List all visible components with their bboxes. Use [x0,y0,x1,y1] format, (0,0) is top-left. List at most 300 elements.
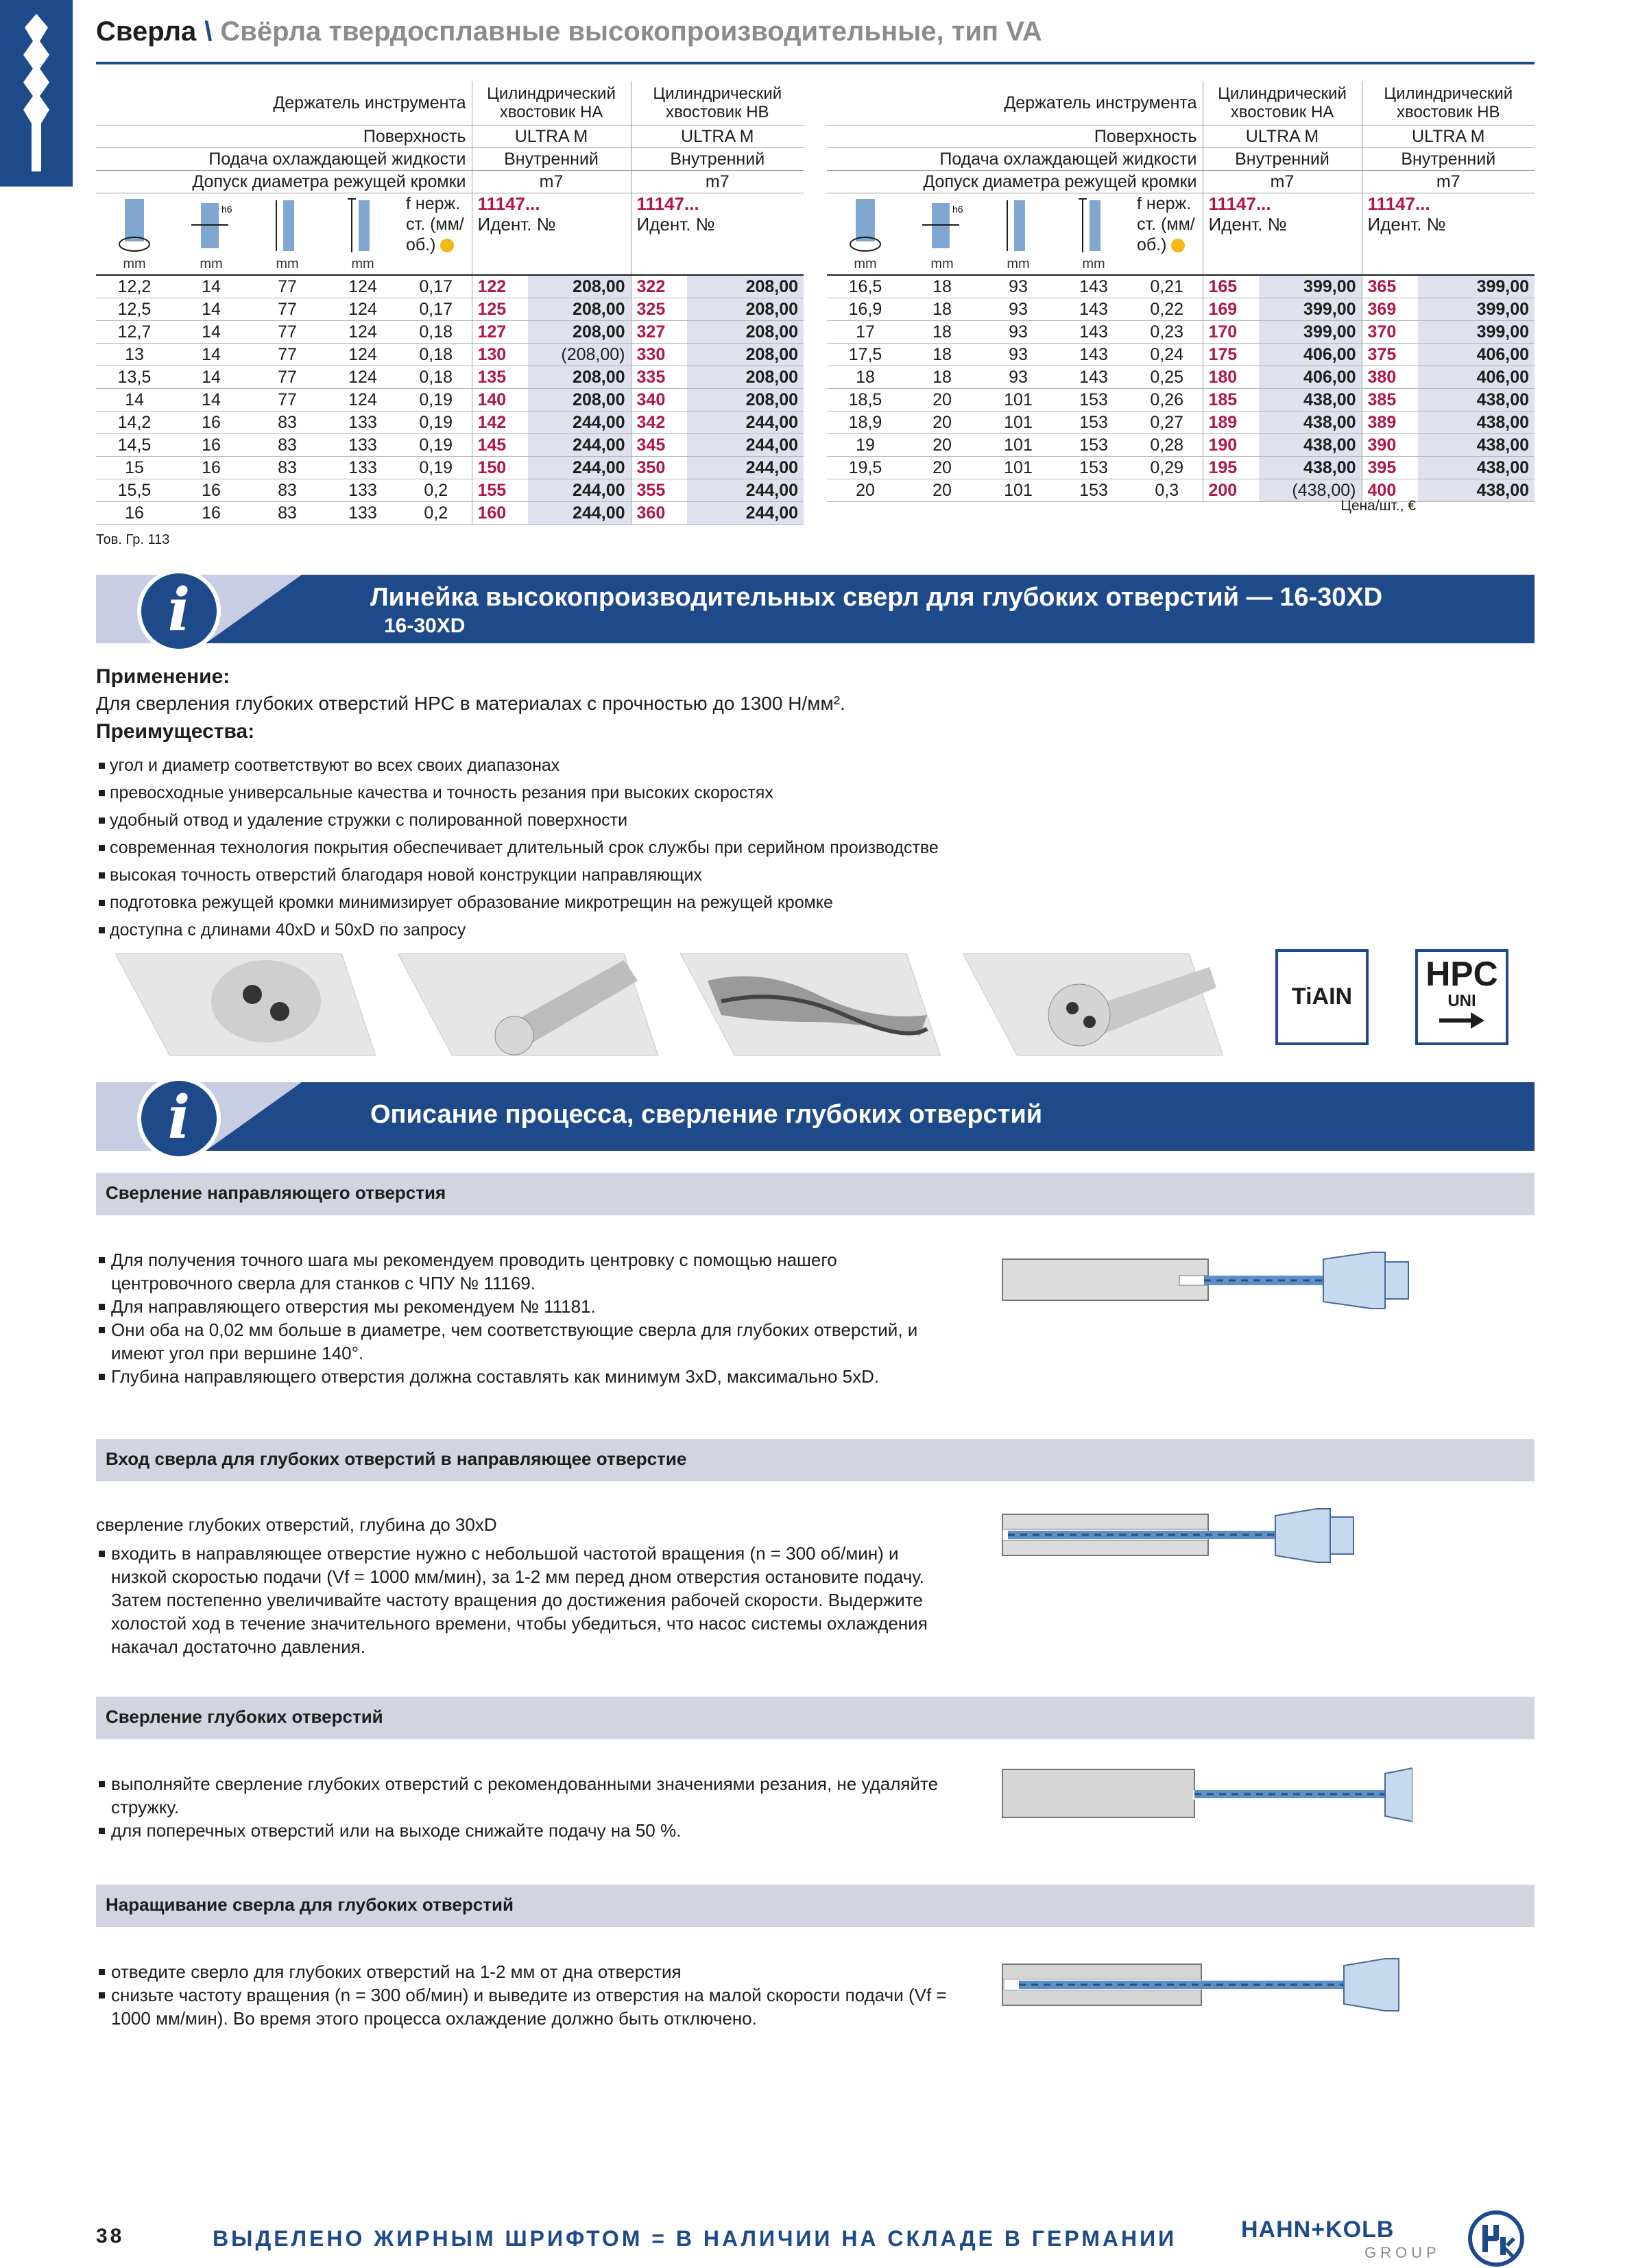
id-ha-cell: 180 [1203,366,1259,389]
diameter-column-icon: mm [96,193,173,276]
svg-text:h6: h6 [221,204,232,215]
feed-cell: 0,24 [1131,344,1203,366]
total-length-cell: 133 [325,434,400,457]
product-image-tip-top [963,953,1223,1056]
step-bar-retract: Наращивание сверла для глубоких отверстий [96,1885,1535,1927]
table-row [96,502,804,525]
price-hb-cell: 208,00 [687,389,804,411]
feed-cell: 0,28 [1131,434,1203,457]
tolerance-label: Допуск диаметра режущей кромки [96,171,472,193]
product-image-tip-angle [398,953,658,1056]
diameter-cell: 14,2 [96,411,173,434]
diameter-cell: 15 [96,457,173,479]
table-row [96,411,804,434]
shank-cell: 20 [904,479,981,502]
flute-length-cell: 93 [981,366,1056,389]
id-ha-cell: 127 [472,321,528,344]
shank-cell: 16 [173,411,250,434]
feed-cell: 0,3 [1131,479,1203,502]
brand-logo-group: GROUP [1364,2244,1441,2261]
shank-cell: 16 [173,479,250,502]
info-icon: i [137,569,221,653]
diameter-cell: 12,7 [96,321,173,344]
id-hb-cell: 395 [1362,457,1418,479]
price-hb-cell: 438,00 [1418,479,1535,502]
step-bar-pilot-hole: Сверление направляющего отверстия [96,1173,1535,1215]
shank-cell: 20 [904,389,981,411]
id-hb-cell: 389 [1362,411,1418,434]
price-hb-cell: 208,00 [687,366,804,389]
retract-illustration [1001,1948,1412,2023]
shank-diameter-icon: h6 mm [904,193,981,276]
feed-cell: 0,27 [1131,411,1203,434]
deep-drilling-illustration [1001,1756,1412,1831]
price-ha-cell: 438,00 [1259,411,1362,434]
price-ha-cell: 399,00 [1259,298,1362,321]
entry-illustration [1001,1501,1412,1576]
surface-label: Поверхность [827,126,1203,148]
table-row [827,479,1535,502]
table-row [96,321,804,344]
id-ha-cell: 200 [1203,479,1259,502]
stock-legend: ВЫДЕЛЕНО ЖИРНЫМ ШРИФТОМ = В НАЛИЧИИ НА СКЛАДЕ В ГЕРМАНИИ [213,2226,1177,2251]
table-row [96,344,804,366]
application-heading: Применение: [96,665,230,688]
total-length-cell: 153 [1056,434,1131,457]
id-hb-cell: 375 [1362,344,1418,366]
shank-cell: 14 [173,344,250,366]
id-ha-cell: 189 [1203,411,1259,434]
pilot-hole-illustration [1001,1245,1412,1321]
price-hb-cell: 406,00 [1418,344,1535,366]
flute-length-cell: 83 [250,411,325,434]
diameter-cell: 18 [827,366,904,389]
title-subtitle: Свёрла твердосплавные высокопроизводительные, тип VA [220,16,1042,47]
id-ha-cell: 190 [1203,434,1259,457]
flute-length-cell: 77 [250,298,325,321]
id-header-ha: 11147... Идент. № [1203,193,1362,276]
id-ha-cell: 165 [1203,275,1259,298]
feed-cell: 0,18 [400,321,472,344]
id-hb-cell: 390 [1362,434,1418,457]
id-ha-cell: 169 [1203,298,1259,321]
step-list-retract [96,1960,953,2030]
hpc-label: HPC [1426,955,1498,993]
page-number: 38 [96,2225,125,2247]
id-hb-cell: 330 [631,344,687,366]
id-header-hb: 11147... Идент. № [631,193,804,276]
feed-cell: 0,29 [1131,457,1203,479]
price-hb-cell: 208,00 [687,298,804,321]
total-length-cell: 124 [325,298,400,321]
price-hb-cell: 244,00 [687,434,804,457]
flute-length-cell: 93 [981,298,1056,321]
price-ha-cell: 244,00 [528,434,631,457]
price-unit-note: Цена/шт., € [1340,498,1416,514]
id-ha-cell: 150 [472,457,528,479]
table-row [96,389,804,411]
shank-cell: 14 [173,275,250,298]
price-ha-cell: 208,00 [528,298,631,321]
diameter-cell: 19,5 [827,457,904,479]
id-hb-cell: 345 [631,434,687,457]
id-hb-cell: 335 [631,366,687,389]
step-lead-entry: сверление глубоких отверстий, глубина до 30xD [96,1514,497,1535]
surface-hb: ULTRA M [631,126,804,148]
diameter-cell: 12,5 [96,298,173,321]
step-list-entry [96,1542,953,1658]
id-ha-cell: 145 [472,434,528,457]
feed-cell: 0,17 [400,275,472,298]
total-length-cell: 124 [325,389,400,411]
arrow-right-icon [1438,1012,1486,1029]
info-icon: i [137,1077,221,1160]
table-row [827,321,1535,344]
diameter-cell: 18,9 [827,411,904,434]
diameter-cell: 18,5 [827,389,904,411]
surface-ha: ULTRA M [1203,126,1362,148]
price-ha-cell: 438,00 [1259,457,1362,479]
surface-hb: ULTRA M [1362,126,1535,148]
side-tab [0,0,73,187]
id-ha-cell: 155 [472,479,528,502]
holder-label: Держатель инструмента [96,81,472,126]
flute-length-cell: 101 [981,479,1056,502]
tolerance-row [96,171,804,193]
price-ha-cell: 208,00 [528,389,631,411]
feed-cell: 0,22 [1131,298,1203,321]
diameter-cell: 16,9 [827,298,904,321]
id-ha-cell: 140 [472,389,528,411]
tolerance-label: Допуск диаметра режущей кромки [827,171,1203,193]
total-length-cell: 153 [1056,457,1131,479]
holder-label: Держатель инструмента [827,81,1203,126]
price-ha-cell: 399,00 [1259,321,1362,344]
advantage-item: подготовка режущей кромки минимизирует образование микротрещин на режущей кромке [96,889,939,916]
tolerance-ha: m7 [1203,171,1362,193]
shank-cell: 18 [904,344,981,366]
id-hb-cell: 340 [631,389,687,411]
advantage-item: удобный отвод и удаление стружки с полированной поверхности [96,807,939,834]
feed-cell: 0,19 [400,434,472,457]
coolant-row [827,148,1535,171]
id-ha-cell: 130 [472,344,528,366]
product-group-note: Тов. Гр. 113 [96,532,170,547]
table-row [827,275,1535,298]
total-length-cell: 143 [1056,275,1131,298]
advantage-item: доступна с длинами 40xD и 50xD по запросу [96,916,939,944]
info-banner-deep-hole [96,575,1535,643]
diameter-cell: 14 [96,389,173,411]
id-hb-cell: 360 [631,502,687,525]
total-length-cell: 124 [325,321,400,344]
step-item: входить в направляющее отверстие нужно с небольшой частотой вращения (n = 300 об/мин) и низкой скоростью подачи (Vf = 1000 мм/мин), за 1-2 мм перед дном отверстия остановите подачу. Затем постепенно увеличивайте частоту вращения до достижения рабочей скорости. Выдержите холостой ход в течение значительного времени, чтобы убедиться, что насос системы охлаждения накачал достаточно давления. [96,1542,953,1658]
advantage-item: современная технология покрытия обеспечивает длительный срок службы при серийном производстве [96,834,939,861]
flute-length-cell: 101 [981,411,1056,434]
table-row [827,434,1535,457]
holder-row [827,81,1535,126]
table-row [827,411,1535,434]
id-header-hb: 11147... Идент. № [1362,193,1535,276]
id-ha-cell: 142 [472,411,528,434]
table-row [827,389,1535,411]
surface-row [827,126,1535,148]
price-hb-cell: 438,00 [1418,434,1535,457]
coating-badge [1275,949,1369,1045]
feed-cell: 0,2 [400,502,472,525]
step-item: выполняйте сверление глубоких отверстий с рекомендованными значениями резания, не удаляйте стружку. [96,1772,953,1819]
shank-cell: 14 [173,298,250,321]
step-list-pilot-hole [96,1248,953,1388]
table-row [96,366,804,389]
total-length-cell: 124 [325,344,400,366]
brand-logo-text: HAHN+KOLB [1241,2217,1395,2243]
id-hb-cell: 369 [1362,298,1418,321]
price-ha-cell: 208,00 [528,321,631,344]
feed-cell: 0,23 [1131,321,1203,344]
price-hb-cell: 244,00 [687,457,804,479]
feed-cell: 0,19 [400,457,472,479]
application-text: Для сверления глубоких отверстий HPC в материалах с прочностью до 1300 Н/мм². [96,693,845,714]
price-ha-cell: 208,00 [528,275,631,298]
diameter-cell: 17,5 [827,344,904,366]
step-item: Глубина направляющего отверстия должна составлять как минимум 3xD, максимально 5xD. [96,1365,953,1388]
coolant-hb: Внутренний [1362,148,1535,171]
table-body-right [827,275,1535,502]
icon-row [827,193,1535,276]
diameter-cell: 12,2 [96,275,173,298]
feed-cell: 0,18 [400,344,472,366]
flute-length-cell: 77 [250,344,325,366]
price-ha-cell: 244,00 [528,502,631,525]
price-hb-cell: 399,00 [1418,321,1535,344]
uni-label: UNI [1447,992,1476,1010]
total-length-cell: 133 [325,457,400,479]
holder-ha: Цилиндрический хвостовик HA [472,81,631,126]
total-length-cell: 143 [1056,366,1131,389]
diameter-column-icon: mm [827,193,904,276]
id-ha-cell: 195 [1203,457,1259,479]
price-ha-cell: 438,00 [1259,389,1362,411]
coolant-label: Подача охлаждающей жидкости [827,148,1203,171]
flute-length-cell: 93 [981,275,1056,298]
banner-title: Линейка высокопроизводительных сверл для глубоких отверстий — 16-30XD [370,583,1383,612]
shank-cell: 18 [904,275,981,298]
flute-length-cell: 83 [250,502,325,525]
total-length-icon: mm [1056,193,1131,276]
price-ha-cell: 244,00 [528,479,631,502]
price-hb-cell: 208,00 [687,321,804,344]
brand-logo-emblem [1467,2210,1525,2267]
price-hb-cell: 399,00 [1418,275,1535,298]
coolant-hb: Внутренний [631,148,804,171]
diameter-cell: 19 [827,434,904,457]
tolerance-hb: m7 [1362,171,1535,193]
price-hb-cell: 406,00 [1418,366,1535,389]
price-ha-cell: 406,00 [1259,366,1362,389]
hpc-badge [1415,949,1508,1045]
shank-cell: 18 [904,366,981,389]
material-dot-icon [1171,239,1185,252]
total-length-cell: 133 [325,479,400,502]
price-hb-cell: 438,00 [1418,457,1535,479]
feed-cell: 0,25 [1131,366,1203,389]
holder-hb: Цилиндрический хвостовик HB [631,81,804,126]
surface-row [96,126,804,148]
feed-cell: 0,19 [400,389,472,411]
total-length-cell: 143 [1056,321,1131,344]
banner-subtitle: 16-30XD [384,614,466,637]
title-separator: \ [204,16,213,47]
feed-cell: 0,18 [400,366,472,389]
total-length-cell: 153 [1056,389,1131,411]
spec-table-left [96,81,804,525]
flute-length-cell: 93 [981,321,1056,344]
table-body-left [96,275,804,525]
id-hb-cell: 380 [1362,366,1418,389]
table-row [827,366,1535,389]
feed-cell: 0,17 [400,298,472,321]
feed-cell: 0,26 [1131,389,1203,411]
price-ha-cell: 399,00 [1259,275,1362,298]
shank-cell: 14 [173,366,250,389]
table-row [827,344,1535,366]
coolant-ha: Внутренний [1203,148,1362,171]
table-row [96,434,804,457]
flute-length-icon: mm [250,193,325,276]
shank-cell: 16 [173,434,250,457]
surface-label: Поверхность [96,126,472,148]
price-hb-cell: 244,00 [687,411,804,434]
id-hb-cell: 385 [1362,389,1418,411]
flute-length-cell: 83 [250,457,325,479]
flute-length-cell: 77 [250,389,325,411]
flute-length-cell: 101 [981,457,1056,479]
page-title [96,16,1042,47]
flute-length-cell: 101 [981,389,1056,411]
feed-cell: 0,21 [1131,275,1203,298]
price-ha-cell: 244,00 [528,411,631,434]
price-hb-cell: 244,00 [687,479,804,502]
table-row [96,275,804,298]
price-hb-cell: 208,00 [687,275,804,298]
advantage-item: высокая точность отверстий благодаря новой конструкции направляющих [96,861,939,889]
id-hb-cell: 400 [1362,479,1418,502]
total-length-cell: 143 [1056,298,1131,321]
total-length-cell: 133 [325,411,400,434]
material-dot-icon [440,239,454,252]
step-list-deep-drilling [96,1772,953,1842]
total-length-cell: 124 [325,366,400,389]
spec-table-right [827,81,1535,502]
diameter-cell: 15,5 [96,479,173,502]
advantages-list [96,752,939,944]
id-hb-cell: 370 [1362,321,1418,344]
table-row [96,457,804,479]
flute-length-cell: 83 [250,434,325,457]
flute-length-cell: 77 [250,366,325,389]
step-item: снизьте частоту вращения (n = 300 об/мин) и выведите из отверстия на малой скорости подачи (Vf = 1000 мм/мин). Во время этого процесса охлаждение должно быть отключено. [96,1983,953,2030]
holder-hb: Цилиндрический хвостовик HB [1362,81,1535,126]
id-hb-cell: 327 [631,321,687,344]
table-row [827,298,1535,321]
id-hb-cell: 365 [1362,275,1418,298]
step-item: для поперечных отверстий или на выходе снижайте подачу на 50 %. [96,1819,953,1842]
info-banner-process [96,1082,1535,1151]
diameter-cell: 16 [96,502,173,525]
shank-cell: 20 [904,434,981,457]
total-length-cell: 153 [1056,479,1131,502]
product-image-flute [680,953,941,1056]
diameter-cell: 20 [827,479,904,502]
total-length-cell: 124 [325,275,400,298]
drill-icon [0,0,73,187]
id-hb-cell: 350 [631,457,687,479]
feed-header: f нерж. ст. (мм/ об.) [1131,193,1203,276]
id-ha-cell: 185 [1203,389,1259,411]
price-hb-cell: 244,00 [687,502,804,525]
id-hb-cell: 325 [631,298,687,321]
coolant-row [96,148,804,171]
total-length-cell: 133 [325,502,400,525]
shank-cell: 18 [904,298,981,321]
id-ha-cell: 160 [472,502,528,525]
price-ha-cell: (208,00) [528,344,631,366]
banner-title: Описание процесса, сверление глубоких отверстий [370,1100,1043,1129]
price-ha-cell: (438,00) [1259,479,1362,502]
diameter-cell: 13,5 [96,366,173,389]
advantage-item: превосходные универсальные качества и точность резания при высоких скоростях [96,779,939,807]
price-hb-cell: 208,00 [687,344,804,366]
surface-ha: ULTRA M [472,126,631,148]
coolant-label: Подача охлаждающей жидкости [96,148,472,171]
advantages-heading: Преимущества: [96,720,255,743]
shank-cell: 16 [173,457,250,479]
advantage-item: угол и диаметр соответствуют во всех своих диапазонах [96,752,939,779]
coating-label: TiAIN [1291,983,1353,1010]
flute-length-cell: 77 [250,321,325,344]
price-ha-cell: 244,00 [528,457,631,479]
tolerance-hb: m7 [631,171,804,193]
id-hb-cell: 322 [631,275,687,298]
price-hb-cell: 438,00 [1418,389,1535,411]
id-ha-cell: 122 [472,275,528,298]
holder-row [96,81,804,126]
id-hb-cell: 342 [631,411,687,434]
step-bar-deep-drilling: Сверление глубоких отверстий [96,1697,1535,1739]
feed-cell: 0,2 [400,479,472,502]
shank-cell: 14 [173,321,250,344]
shank-cell: 16 [173,502,250,525]
table-row [827,457,1535,479]
step-item: Они оба на 0,02 мм больше в диаметре, чем соответствующие сверла для глубоких отверстий, и имеют угол при вершине 140°. [96,1318,953,1365]
id-ha-cell: 135 [472,366,528,389]
step-bar-entry: Вход сверла для глубоких отверстий в направляющее отверстие [96,1439,1535,1481]
shank-cell: 14 [173,389,250,411]
shank-cell: 20 [904,457,981,479]
table-row [96,479,804,502]
icon-row [96,193,804,276]
shank-cell: 18 [904,321,981,344]
price-hb-cell: 399,00 [1418,298,1535,321]
shank-diameter-icon: h6 mm [173,193,250,276]
holder-ha: Цилиндрический хвостовик HA [1203,81,1362,126]
diameter-cell: 17 [827,321,904,344]
tolerance-row [827,171,1535,193]
flute-length-icon: mm [981,193,1056,276]
id-ha-cell: 170 [1203,321,1259,344]
feed-cell: 0,19 [400,411,472,434]
